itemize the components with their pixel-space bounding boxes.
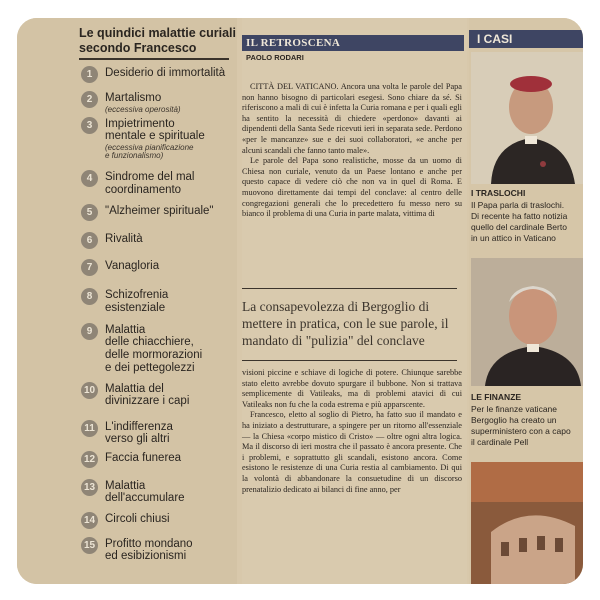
item-label-line2: esistenziale <box>105 302 166 314</box>
list-title: Le quindici malattie curiali secondo Francesco <box>79 26 236 55</box>
item-label: Faccia funerea <box>105 452 182 464</box>
case-text-line: Per le finanze vaticane <box>471 404 557 414</box>
case-text-line: quello del cardinale Berto <box>471 222 567 232</box>
building-illustration <box>471 462 583 584</box>
item-label: Malattia <box>105 480 146 492</box>
pull-quote: La consapevolezza di Bergoglio di mettere in pratica, con le sue parole, il mandato di "pulizia" del conclave <box>242 299 449 348</box>
number-badge: 3 <box>81 117 98 134</box>
article-body-bottom <box>242 368 462 495</box>
case-title: LE FINANZE <box>471 392 522 402</box>
number-badge: 10 <box>81 382 98 399</box>
case-title: I TRASLOCHI <box>471 188 526 198</box>
number-badge: 7 <box>81 259 98 276</box>
number-badge: 2 <box>81 91 98 108</box>
case-text-line: superministero con a capo <box>471 426 571 436</box>
cardinal-pell-photo <box>471 258 583 386</box>
item-note-line2: e funzionalismo) <box>105 151 164 160</box>
portrait-illustration <box>471 52 583 184</box>
item-label: Impietrimento <box>105 118 175 130</box>
newspaper-page <box>17 18 583 584</box>
item-note: (eccessiva operosità) <box>105 105 181 114</box>
number-badge: 1 <box>81 66 98 83</box>
number-badge: 6 <box>81 232 98 249</box>
sidebar-header: I CASI <box>469 30 583 48</box>
item-label-line2: divinizzare i capi <box>105 395 190 407</box>
paragraph: CITTÀ DEL VATICANO. Ancora una volta le parole del Papa non hanno bisogno di particolari esegesi. Sono chiare da sé. Si riferiscono a mali di cui è infetta la Curia romana e per i quali egli ha sentito la necessità di chiedere «perdono» davanti ai dipendenti della Santa Sede ricevuti ieri in separata sede. Perdono «per le mancanze» sue e dei suoi collaboratori, «e anche per alcuni scandali che fanno tanto male». <box>242 82 462 155</box>
number-badge: 13 <box>81 479 98 496</box>
item-note: (eccessiva pianificazione <box>105 143 194 152</box>
title-rule <box>79 58 229 60</box>
byline: PAOLO RODARI <box>246 53 304 62</box>
item-label-line2: delle chiacchiere, <box>105 336 194 348</box>
item-label: L'indifferenza <box>105 421 173 433</box>
section-kicker: IL RETROSCENA <box>242 35 464 51</box>
item-label-line2: mentale e spirituale <box>105 130 205 142</box>
number-badge: 4 <box>81 170 98 187</box>
article-column <box>242 18 467 584</box>
item-label: Sindrome del mal <box>105 171 195 183</box>
number-badge: 9 <box>81 323 98 340</box>
pull-quote-rule-top <box>242 288 457 289</box>
item-label: Desiderio di immortalità <box>105 67 226 79</box>
paragraph: Le parole del Papa sono realistiche, mosse da un uomo di Chiesa non curiale, venuto da un Paese lontano e anche per questo capace di vedere ciò che non va in quel di Roma. E muovono direttamente dai tempi del conclave: al centro delle congregazioni generali che lo precedettero fu messo nero su bianco il problema di una Curia in parte malata, vittima di <box>242 156 462 219</box>
case-text-line: Bergoglio ha creato un <box>471 415 557 425</box>
item-label: Malattia del <box>105 383 164 395</box>
item-label-line2: coordinamento <box>105 184 182 196</box>
item-label-line4: e dei pettegolezzi <box>105 362 195 374</box>
case-text-line: il cardinale Pell <box>471 437 529 447</box>
number-badge: 15 <box>81 537 98 554</box>
cases-sidebar <box>469 18 583 584</box>
case-text-line: Il Papa parla di traslochi. <box>471 200 565 210</box>
paragraph: visioni piccine e schiave di logiche di potere. Chiunque sarebbe stato eletto avrebbe dovuto spurgare il bubbone. Non si trattava semplicemente di Vatileaks, ma di problemi atavici di cui Vatileaks non fu che la coda estrema e più apparscente. <box>242 368 462 409</box>
item-label: Rivalità <box>105 233 143 245</box>
pull-quote-rule-bottom <box>242 360 457 361</box>
number-badge: 8 <box>81 288 98 305</box>
item-label: Circoli chiusi <box>105 513 170 525</box>
vatican-building-photo <box>471 462 583 584</box>
cardinal-bertone-photo <box>471 52 583 184</box>
item-label: "Alzheimer spirituale" <box>105 205 214 217</box>
item-label: Malattia <box>105 324 146 336</box>
case-text-line: in un attico in Vaticano <box>471 233 556 243</box>
illness-list-column <box>17 18 237 584</box>
item-label-line2: ed esibizionismi <box>105 550 187 562</box>
item-label: Martalismo <box>105 92 162 104</box>
number-badge: 5 <box>81 204 98 221</box>
item-label: Schizofrenia <box>105 289 169 301</box>
number-badge: 14 <box>81 512 98 529</box>
case-text-line: Di recente ha fatto notizia <box>471 211 568 221</box>
item-label: Vanagloria <box>105 260 160 272</box>
portrait-illustration <box>471 258 583 386</box>
item-label-line3: delle mormorazioni <box>105 349 203 361</box>
number-badge: 12 <box>81 451 98 468</box>
photo-frame <box>17 18 583 584</box>
article-body-top <box>242 82 462 220</box>
item-label: Profitto mondano <box>105 538 193 550</box>
number-badge: 11 <box>81 420 98 437</box>
item-label-line2: verso gli altri <box>105 433 170 445</box>
item-label-line2: dell'accumulare <box>105 492 185 504</box>
paragraph: Francesco, eletto al soglio di Pietro, ha fatto suo il mandato e ha iniziato a destrutturare, a spingere per un ritorno all'essenziale — la Chiesa «corpo mistico di Cristo» — oltre ogni altra logica. Ma il discorso di ieri mostra che il passato è ancora presente. Che i problemi, e soprattutto gli scandali, esistono ancora. Come esistono le resistenze di una Curia restia al cambiamento. Di qui la volontà di abbandonare la consuetudine di un discorso prenatalizio dedicato ai bilanci di fine anno, per <box>242 410 462 494</box>
